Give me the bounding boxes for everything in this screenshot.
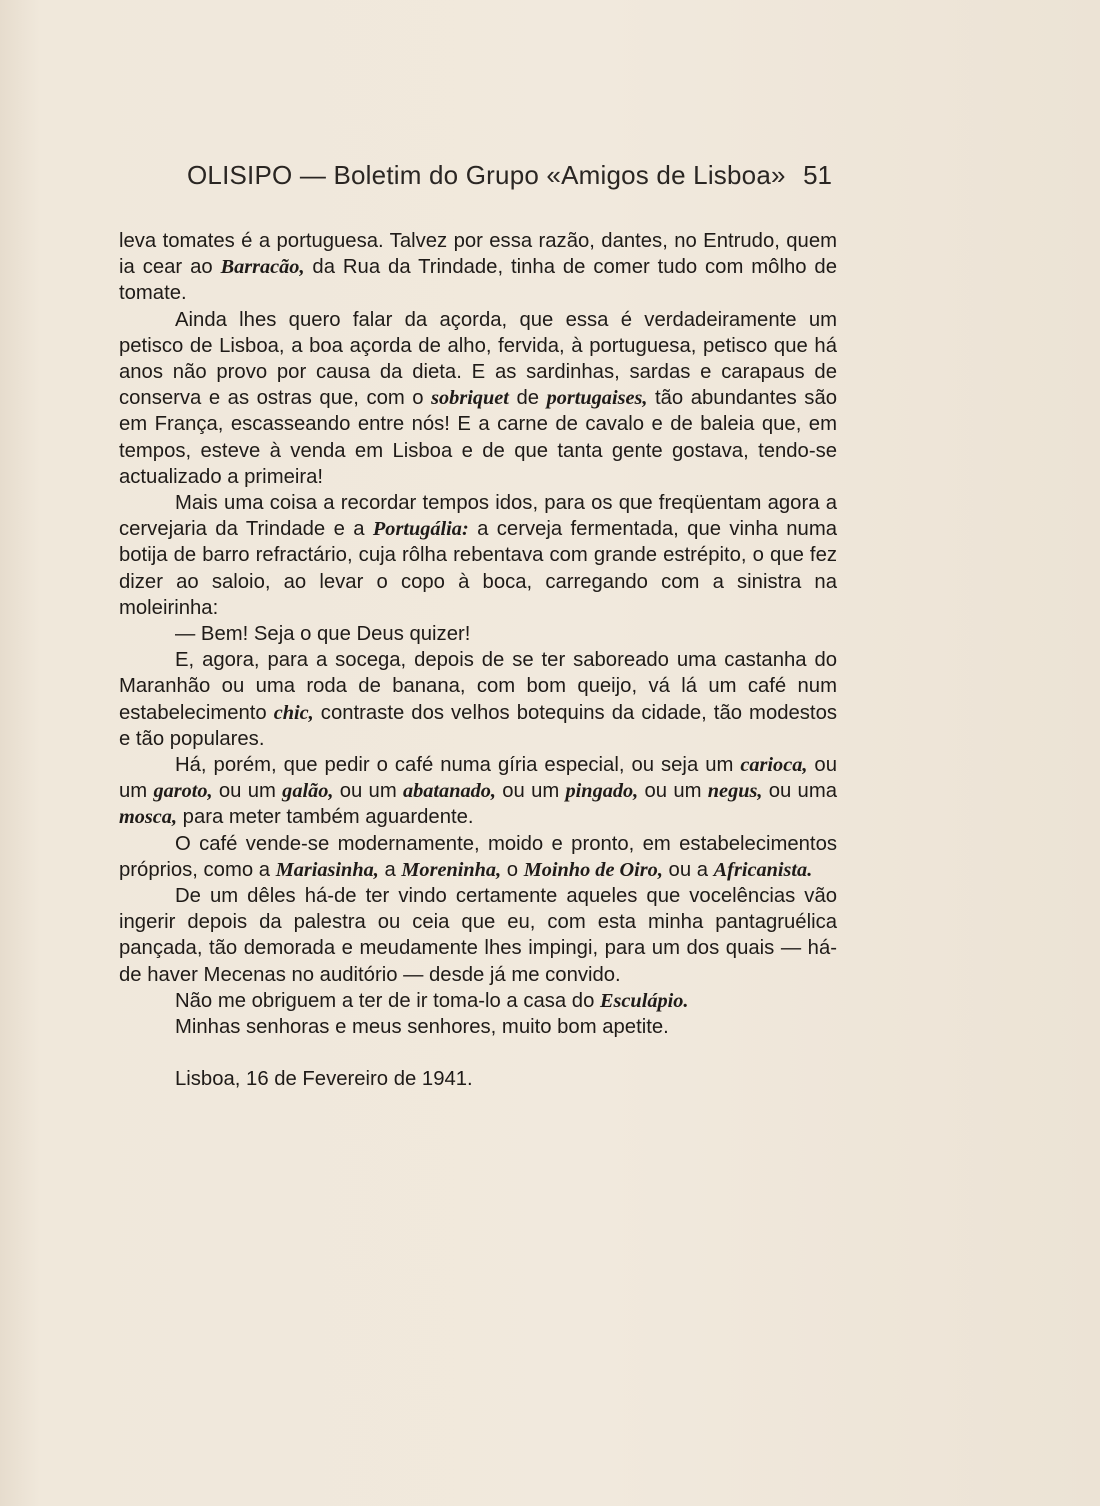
- article-body: [119, 228, 837, 1093]
- text-run: O café vende-se modernamente, moido e pronto, em estabelecimentos próprios, como a: [119, 832, 837, 881]
- text-run: o: [501, 858, 524, 881]
- italic-term: Portugália:: [372, 518, 469, 541]
- text-run: da Rua da Trindade, tinha de comer tudo com môlho de tomate.: [119, 256, 837, 305]
- italic-term: pingado,: [565, 780, 639, 803]
- text-run: para meter também aguardente.: [177, 806, 474, 829]
- header-title: OLISIPO — Boletim do Grupo «Amigos de Lisboa»: [187, 160, 786, 190]
- italic-term: portugaises,: [546, 387, 648, 410]
- italic-term: Barracão,: [220, 256, 305, 279]
- italic-term: negus,: [707, 780, 763, 803]
- italic-term: sobriquet: [431, 387, 509, 410]
- paragraph: [119, 307, 837, 490]
- text-run: ou um: [212, 780, 283, 803]
- text-run: tão abundantes são em França, escasseando entre nós! E a carne de cavalo e de baleia que, em tempos, esteve à venda em Lisboa e de que tanta gente gostava, tendo-se actualizado a primeira!: [119, 387, 838, 488]
- text-run: Mais uma coisa a recordar tempos idos, para os que freqüentam agora a cervejaria da Trindade e a: [119, 492, 837, 541]
- text-run: ou um: [638, 780, 708, 803]
- italic-term: Moinho de Oiro,: [523, 858, 663, 881]
- italic-term: Esculápio.: [600, 989, 689, 1012]
- text-run: Ainda lhes quero falar da açorda, que essa é verdadeiramente um petisco de Lisboa, a boa açorda de alho, fervida, à portuguesa, petisco que há anos não provo por causa da dieta. E as sardinhas, sardas e carapaus de conserva e as ostras que, com o: [119, 308, 837, 410]
- text-run: ou um: [495, 780, 566, 803]
- italic-term: mosca,: [119, 806, 178, 829]
- paragraph: [119, 831, 837, 883]
- paragraph: [119, 752, 837, 831]
- italic-term: garoto,: [153, 780, 213, 803]
- text-run: ou a: [662, 858, 714, 881]
- text-run: contraste dos velhos botequins da cidade, tão modestos e tão populares.: [119, 701, 837, 750]
- text-run: Minhas senhoras e meus senhores, muito bom apetite.: [175, 1016, 669, 1039]
- text-run: Não me obriguem a ter de ir toma-lo a casa do: [175, 989, 600, 1012]
- text-run: a cerveja fermentada, que vinha numa botija de barro refractário, cuja rôlha rebentava com grande estrépito, o que fez dizer ao saloio, ao levar o copo à boca, carregando com a sinistra na moleirinha:: [119, 518, 837, 619]
- paragraph: [119, 490, 837, 621]
- text-run: De um dêles há-de ter vindo certamente aqueles que vocelências vão ingerir depois da palestra ou ceia que eu, com esta minha pantagruélica pançada, tão demorada e meudamente lhes impingi, para um dos quais — há-de haver Mecenas no auditório — desde já me convido.: [119, 885, 837, 986]
- paragraph: [119, 228, 837, 307]
- paragraph: [119, 883, 837, 988]
- paragraph: [119, 647, 837, 752]
- italic-term: abatanado,: [403, 780, 496, 803]
- text-run: E, agora, para a socega, depois de se ter saboreado uma castanha do Maranhão ou uma roda de banana, com bom queijo, vá lá um café num estabelecimento: [119, 649, 837, 724]
- text-run: ou um: [119, 754, 837, 803]
- running-header: [187, 160, 832, 200]
- text-run: ou um: [333, 780, 403, 803]
- text-run: a: [378, 858, 402, 881]
- text-run: leva tomates é a portuguesa. Talvez por essa razão, dantes, no Entrudo, quem ia cear ao: [119, 230, 837, 279]
- italic-term: carioca,: [740, 754, 808, 777]
- italic-term: Africanista.: [713, 858, 813, 881]
- text-run: de: [508, 387, 547, 410]
- text-run: ou uma: [762, 780, 838, 803]
- paragraph: [119, 621, 837, 647]
- paragraph: [119, 1014, 837, 1040]
- italic-term: chic,: [273, 701, 314, 724]
- italic-term: Mariasinha,: [275, 858, 379, 881]
- paragraph: [119, 988, 837, 1014]
- page-number: 51: [803, 160, 832, 190]
- dateline: Lisboa, 16 de Fevereiro de 1941.: [175, 1068, 473, 1091]
- italic-term: galão,: [282, 780, 334, 803]
- italic-term: Moreninha,: [401, 858, 502, 881]
- text-run: Há, porém, que pedir o café numa gíria especial, ou seja um: [175, 754, 741, 777]
- text-run: — Bem! Seja o que Deus quizer!: [175, 623, 471, 646]
